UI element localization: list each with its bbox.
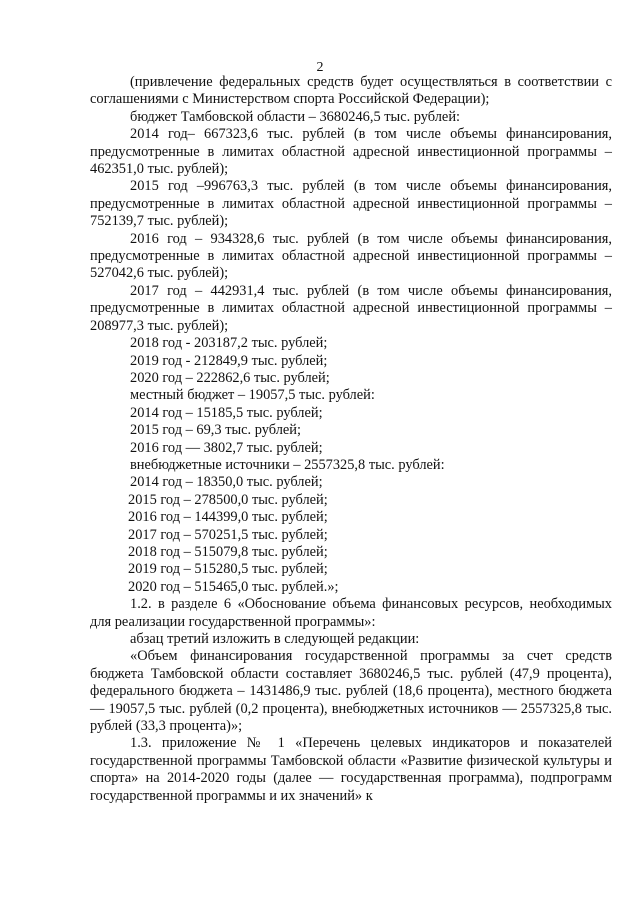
document-body bbox=[90, 74, 612, 805]
list-item: 2019 год - 212849,9 тыс. рублей; bbox=[130, 352, 328, 369]
list-item: 2020 год – 515465,0 тыс. рублей.»; bbox=[128, 578, 339, 595]
list-item: 2015 год – 278500,0 тыс. рублей; bbox=[128, 491, 328, 508]
list-item: местный бюджет – 19057,5 тыс. рублей: bbox=[130, 387, 375, 404]
paragraph: 2015 год –996763,3 тыс. рублей (в том числе объемы финансирования, предусмотренные в лимитах областной адресной инвестиционной программы – 752139,7 тыс. рублей); bbox=[90, 178, 612, 230]
paragraph: 1.3. приложение № 1 «Перечень целевых индикаторов и показателей государственной программы Тамбовской области «Развитие физической культуры и спорта» на 2014-2020 годы (далее — государственная программа), подпрограмм государственной программы и их значений» к bbox=[90, 735, 612, 804]
list-item: 2016 год – 144399,0 тыс. рублей; bbox=[128, 509, 328, 526]
list-item: 2016 год — 3802,7 тыс. рублей; bbox=[130, 439, 323, 456]
paragraph: 2014 год– 667323,6 тыс. рублей (в том числе объемы финансирования, предусмотренные в лимитах областной адресной инвестиционной программы – 462351,0 тыс. рублей); bbox=[90, 126, 612, 178]
paragraph: 2016 год – 934328,6 тыс. рублей (в том числе объемы финансирования, предусмотренные в лимитах областной адресной инвестиционной программы – 527042,6 тыс. рублей); bbox=[90, 230, 612, 282]
list-item: 2014 год – 18350,0 тыс. рублей; bbox=[130, 474, 323, 491]
list-item: 2015 год – 69,3 тыс. рублей; bbox=[130, 422, 301, 439]
paragraph: 1.2. в разделе 6 «Обоснование объема финансовых ресурсов, необходимых для реализации государственной программы»: bbox=[90, 596, 612, 630]
paragraph: бюджет Тамбовской области – 3680246,5 тыс. рублей: bbox=[130, 108, 461, 125]
list-item: 2020 год – 222862,6 тыс. рублей; bbox=[130, 369, 330, 386]
paragraph: (привлечение федеральных средств будет осуществляться в соответствии с соглашениями с Министерством спорта Российской Федерации); bbox=[90, 74, 612, 108]
paragraph: «Объем финансирования государственной программы за счет средств бюджета Тамбовской области составляет 3680246,5 тыс. рублей (47,9 процента), федерального бюджета – 1431486,9 тыс. рублей (18,6 процента), местного бюджета — 19057,5 тыс. рублей (0,2 процента), внебюджетных источников — 2557325,8 тыс. рублей (33,3 процента)»; bbox=[90, 648, 612, 735]
page-number: 2 bbox=[316, 60, 324, 75]
list-item: внебюджетные источники – 2557325,8 тыс. рублей: bbox=[130, 456, 445, 473]
list-item: 2018 год – 515079,8 тыс. рублей; bbox=[128, 543, 328, 560]
list-item: 2019 год – 515280,5 тыс. рублей; bbox=[128, 561, 328, 578]
paragraph: 2017 год – 442931,4 тыс. рублей (в том числе объемы финансирования, предусмотренные в лимитах областной адресной инвестиционной программы – 208977,3 тыс. рублей); bbox=[90, 282, 612, 334]
list-item: 2017 год – 570251,5 тыс. рублей; bbox=[128, 526, 328, 543]
list-item: 2014 год – 15185,5 тыс. рублей; bbox=[130, 404, 323, 421]
list-item: 2018 год - 203187,2 тыс. рублей; bbox=[130, 335, 328, 352]
paragraph: абзац третий изложить в следующей редакции: bbox=[130, 631, 420, 647]
